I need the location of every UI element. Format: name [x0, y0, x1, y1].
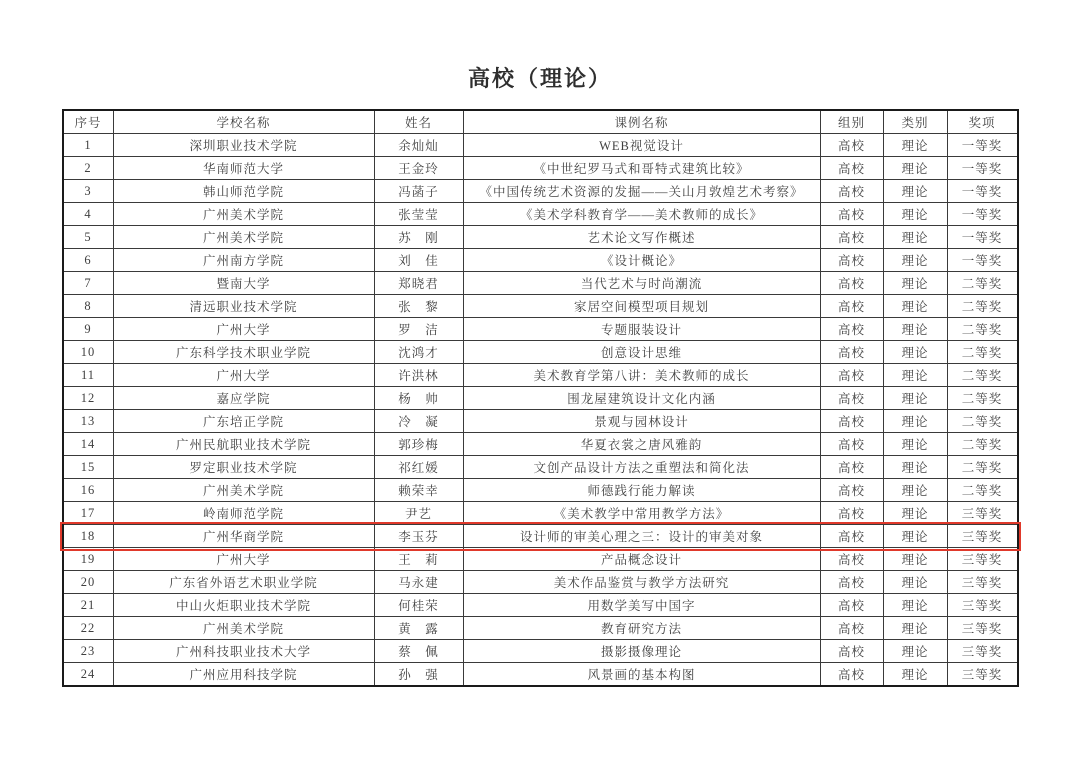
table-row [63, 456, 1018, 479]
cell-name: 刘 佳 [374, 249, 463, 272]
cell-name: 马永建 [374, 571, 463, 594]
cell-course: 专题服装设计 [463, 318, 820, 341]
cell-school: 广州美术学院 [113, 226, 374, 249]
cell-seq: 6 [63, 249, 114, 272]
cell-group: 高校 [820, 134, 883, 157]
cell-name: 李玉芬 [374, 525, 463, 548]
cell-award: 二等奖 [947, 272, 1018, 295]
cell-name: 郭珍梅 [374, 433, 463, 456]
cell-seq: 19 [63, 548, 114, 571]
cell-course: 产品概念设计 [463, 548, 820, 571]
cell-seq: 23 [63, 640, 114, 663]
cell-seq: 15 [63, 456, 114, 479]
cell-school: 嘉应学院 [113, 387, 374, 410]
cell-award: 一等奖 [947, 157, 1018, 180]
cell-award: 三等奖 [947, 617, 1018, 640]
cell-award: 二等奖 [947, 479, 1018, 502]
cell-seq: 17 [63, 502, 114, 525]
cell-course: 景观与园林设计 [463, 410, 820, 433]
cell-group: 高校 [820, 249, 883, 272]
cell-school: 广州美术学院 [113, 479, 374, 502]
cell-name: 郑晓君 [374, 272, 463, 295]
cell-group: 高校 [820, 571, 883, 594]
cell-seq: 12 [63, 387, 114, 410]
cell-category: 理论 [883, 318, 947, 341]
cell-category: 理论 [883, 410, 947, 433]
cell-award: 二等奖 [947, 341, 1018, 364]
cell-school: 广东科学技术职业学院 [113, 341, 374, 364]
cell-school: 中山火炬职业技术学院 [113, 594, 374, 617]
cell-category: 理论 [883, 157, 947, 180]
cell-name: 苏 刚 [374, 226, 463, 249]
cell-seq: 1 [63, 134, 114, 157]
cell-group: 高校 [820, 456, 883, 479]
cell-course: 《中国传统艺术资源的发掘——关山月敦煌艺术考察》 [463, 180, 820, 203]
cell-school: 暨南大学 [113, 272, 374, 295]
cell-category: 理论 [883, 249, 947, 272]
cell-award: 一等奖 [947, 134, 1018, 157]
cell-school: 广州大学 [113, 318, 374, 341]
cell-category: 理论 [883, 180, 947, 203]
cell-course: WEB视觉设计 [463, 134, 820, 157]
table-row [63, 295, 1018, 318]
column-header-name: 姓名 [374, 110, 463, 134]
cell-award: 三等奖 [947, 571, 1018, 594]
cell-seq: 5 [63, 226, 114, 249]
table-row [63, 203, 1018, 226]
table-row [63, 180, 1018, 203]
cell-group: 高校 [820, 272, 883, 295]
cell-course: 美术作品鉴赏与教学方法研究 [463, 571, 820, 594]
table-row [63, 617, 1018, 640]
cell-award: 三等奖 [947, 548, 1018, 571]
table-row [63, 364, 1018, 387]
cell-name: 罗 洁 [374, 318, 463, 341]
cell-category: 理论 [883, 548, 947, 571]
cell-group: 高校 [820, 594, 883, 617]
cell-category: 理论 [883, 433, 947, 456]
page-title: 高校（理论） [467, 66, 612, 91]
cell-group: 高校 [820, 617, 883, 640]
column-header-course: 课例名称 [463, 110, 820, 134]
column-header-seq: 序号 [63, 110, 114, 134]
cell-group: 高校 [820, 295, 883, 318]
cell-course: 摄影摄像理论 [463, 640, 820, 663]
cell-name: 沈鸿才 [374, 341, 463, 364]
table-row [63, 318, 1018, 341]
cell-category: 理论 [883, 617, 947, 640]
cell-category: 理论 [883, 295, 947, 318]
cell-award: 二等奖 [947, 387, 1018, 410]
table-row [63, 640, 1018, 663]
cell-group: 高校 [820, 640, 883, 663]
table-body [63, 134, 1018, 687]
cell-seq: 4 [63, 203, 114, 226]
column-header-category: 类别 [883, 110, 947, 134]
cell-school: 广州美术学院 [113, 203, 374, 226]
cell-school: 罗定职业技术学院 [113, 456, 374, 479]
cell-seq: 14 [63, 433, 114, 456]
cell-course: 家居空间模型项目规划 [463, 295, 820, 318]
table-row [63, 433, 1018, 456]
cell-category: 理论 [883, 571, 947, 594]
cell-school: 广东培正学院 [113, 410, 374, 433]
cell-category: 理论 [883, 341, 947, 364]
cell-course: 美术教育学第八讲：美术教师的成长 [463, 364, 820, 387]
cell-course: 教育研究方法 [463, 617, 820, 640]
table-row [63, 387, 1018, 410]
cell-group: 高校 [820, 203, 883, 226]
cell-category: 理论 [883, 502, 947, 525]
cell-school: 广州民航职业技术学院 [113, 433, 374, 456]
cell-group: 高校 [820, 502, 883, 525]
cell-school: 广州科技职业技术大学 [113, 640, 374, 663]
cell-group: 高校 [820, 479, 883, 502]
cell-award: 二等奖 [947, 318, 1018, 341]
cell-course: 《中世纪罗马式和哥特式建筑比较》 [463, 157, 820, 180]
cell-seq: 8 [63, 295, 114, 318]
cell-seq: 2 [63, 157, 114, 180]
table-row [63, 410, 1018, 433]
cell-seq: 3 [63, 180, 114, 203]
cell-group: 高校 [820, 410, 883, 433]
cell-group: 高校 [820, 364, 883, 387]
cell-school: 广州大学 [113, 548, 374, 571]
cell-name: 尹艺 [374, 502, 463, 525]
cell-name: 冷 凝 [374, 410, 463, 433]
cell-award: 一等奖 [947, 249, 1018, 272]
cell-category: 理论 [883, 272, 947, 295]
cell-school: 广东省外语艺术职业学院 [113, 571, 374, 594]
cell-award: 三等奖 [947, 502, 1018, 525]
cell-award: 二等奖 [947, 295, 1018, 318]
cell-group: 高校 [820, 433, 883, 456]
cell-group: 高校 [820, 157, 883, 180]
cell-seq: 7 [63, 272, 114, 295]
column-header-award: 奖项 [947, 110, 1018, 134]
cell-seq: 13 [63, 410, 114, 433]
table-row [63, 134, 1018, 157]
cell-course: 华夏衣裳之唐风雅韵 [463, 433, 820, 456]
cell-group: 高校 [820, 387, 883, 410]
cell-seq: 11 [63, 364, 114, 387]
cell-category: 理论 [883, 134, 947, 157]
cell-course: 用数学美写中国字 [463, 594, 820, 617]
table-row [63, 663, 1018, 687]
cell-school: 广州华商学院 [113, 525, 374, 548]
cell-school: 广州南方学院 [113, 249, 374, 272]
cell-course: 师德践行能力解读 [463, 479, 820, 502]
cell-school: 华南师范大学 [113, 157, 374, 180]
cell-category: 理论 [883, 364, 947, 387]
column-header-group: 组别 [820, 110, 883, 134]
cell-seq: 18 [63, 525, 114, 548]
cell-group: 高校 [820, 525, 883, 548]
table-row [63, 341, 1018, 364]
cell-category: 理论 [883, 479, 947, 502]
cell-school: 清远职业技术学院 [113, 295, 374, 318]
cell-award: 三等奖 [947, 594, 1018, 617]
table-header-row [63, 110, 1018, 134]
table-row [63, 249, 1018, 272]
cell-award: 三等奖 [947, 640, 1018, 663]
cell-group: 高校 [820, 318, 883, 341]
table-header [63, 110, 1018, 134]
cell-seq: 22 [63, 617, 114, 640]
table-row [63, 525, 1018, 548]
cell-school: 韩山师范学院 [113, 180, 374, 203]
table-row [63, 272, 1018, 295]
cell-course: 风景画的基本构图 [463, 663, 820, 687]
cell-seq: 20 [63, 571, 114, 594]
cell-group: 高校 [820, 180, 883, 203]
cell-award: 二等奖 [947, 456, 1018, 479]
cell-group: 高校 [820, 548, 883, 571]
cell-school: 广州大学 [113, 364, 374, 387]
cell-category: 理论 [883, 387, 947, 410]
cell-school: 广州美术学院 [113, 617, 374, 640]
cell-seq: 21 [63, 594, 114, 617]
cell-award: 三等奖 [947, 663, 1018, 687]
cell-name: 祁红媛 [374, 456, 463, 479]
cell-name: 冯菡子 [374, 180, 463, 203]
cell-category: 理论 [883, 663, 947, 687]
cell-group: 高校 [820, 341, 883, 364]
column-header-school: 学校名称 [113, 110, 374, 134]
cell-name: 杨 帅 [374, 387, 463, 410]
table-row [63, 571, 1018, 594]
cell-course: 创意设计思维 [463, 341, 820, 364]
table-row [63, 226, 1018, 249]
cell-course: 《美术学科教育学——美术教师的成长》 [463, 203, 820, 226]
cell-name: 赖荣幸 [374, 479, 463, 502]
cell-name: 王金玲 [374, 157, 463, 180]
cell-name: 张莹莹 [374, 203, 463, 226]
cell-course: 艺术论文写作概述 [463, 226, 820, 249]
cell-name: 孙 强 [374, 663, 463, 687]
cell-course: 《美术教学中常用教学方法》 [463, 502, 820, 525]
table-row [63, 479, 1018, 502]
cell-name: 张 黎 [374, 295, 463, 318]
cell-course: 《设计概论》 [463, 249, 820, 272]
cell-category: 理论 [883, 226, 947, 249]
table-row [63, 157, 1018, 180]
cell-group: 高校 [820, 226, 883, 249]
cell-category: 理论 [883, 203, 947, 226]
cell-award: 二等奖 [947, 410, 1018, 433]
cell-school: 广州应用科技学院 [113, 663, 374, 687]
cell-award: 二等奖 [947, 364, 1018, 387]
cell-category: 理论 [883, 640, 947, 663]
cell-name: 黄 露 [374, 617, 463, 640]
cell-name: 许洪林 [374, 364, 463, 387]
cell-award: 二等奖 [947, 433, 1018, 456]
cell-group: 高校 [820, 663, 883, 687]
cell-course: 围龙屋建筑设计文化内涵 [463, 387, 820, 410]
table-row [63, 548, 1018, 571]
cell-seq: 24 [63, 663, 114, 687]
cell-category: 理论 [883, 594, 947, 617]
cell-category: 理论 [883, 525, 947, 548]
cell-category: 理论 [883, 456, 947, 479]
cell-seq: 9 [63, 318, 114, 341]
cell-course: 文创产品设计方法之重塑法和简化法 [463, 456, 820, 479]
cell-course: 当代艺术与时尚潮流 [463, 272, 820, 295]
awards-table [62, 109, 1019, 687]
cell-name: 余灿灿 [374, 134, 463, 157]
cell-award: 一等奖 [947, 180, 1018, 203]
table-row [63, 594, 1018, 617]
cell-award: 三等奖 [947, 525, 1018, 548]
cell-name: 蔡 佩 [374, 640, 463, 663]
cell-school: 深圳职业技术学院 [113, 134, 374, 157]
cell-seq: 16 [63, 479, 114, 502]
cell-award: 一等奖 [947, 203, 1018, 226]
cell-seq: 10 [63, 341, 114, 364]
cell-course: 设计师的审美心理之三：设计的审美对象 [463, 525, 820, 548]
cell-award: 一等奖 [947, 226, 1018, 249]
table-row [63, 502, 1018, 525]
cell-name: 何桂荣 [374, 594, 463, 617]
cell-name: 王 莉 [374, 548, 463, 571]
cell-school: 岭南师范学院 [113, 502, 374, 525]
